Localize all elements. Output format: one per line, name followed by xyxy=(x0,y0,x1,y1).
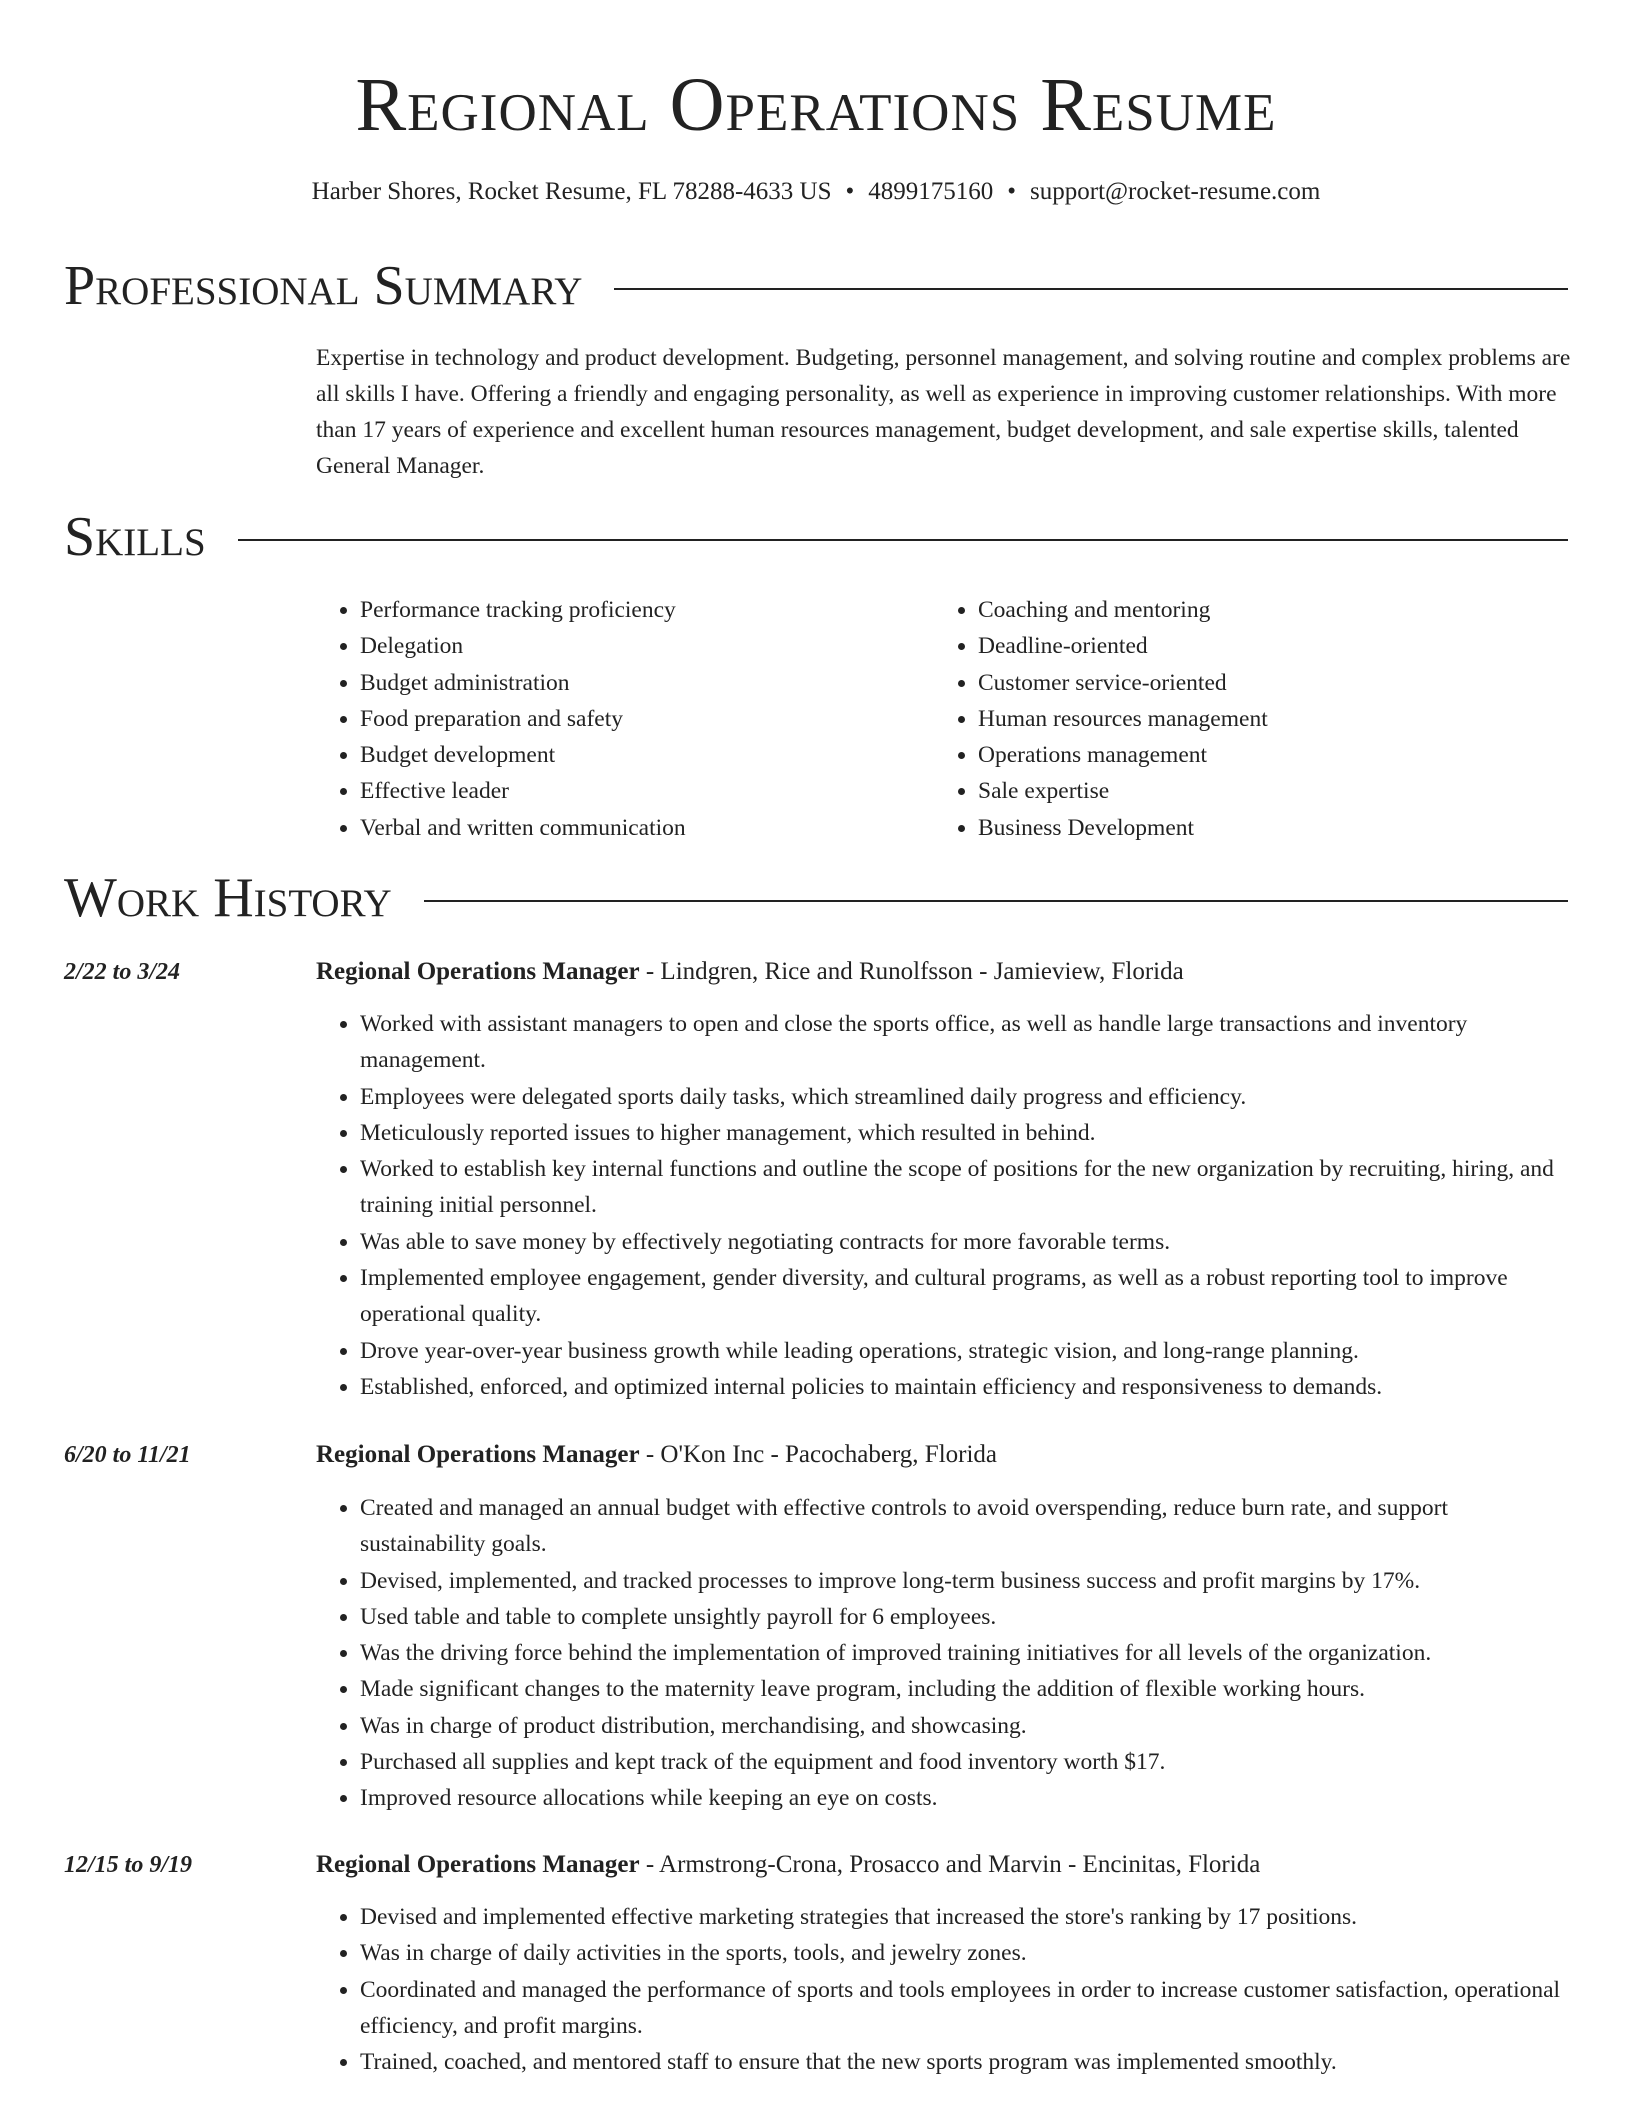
job-bullet: • Trained, coached, and mentored staff to ensure that the new sports program was implemented smoothly. xyxy=(360,2044,1572,2080)
contact-separator: • xyxy=(1007,178,1017,205)
job-bullet: • Was in charge of daily activities in the sports, tools, and jewelry zones. xyxy=(360,1935,1572,1971)
job-bullet: • Improved resource allocations while keeping an eye on costs. xyxy=(360,1780,1572,1816)
skill-item: • Verbal and written communication xyxy=(360,810,934,846)
job-employer: - O'Kon Inc - Pacochaberg, Florida xyxy=(639,1441,998,1468)
resume-title: Regional Operations Resume xyxy=(355,63,1277,147)
skills-column-right xyxy=(934,592,1552,846)
job-bullet: • Employees were delegated sports daily tasks, which streamlined daily progress and efficiency. xyxy=(360,1079,1572,1115)
section-title-work-history: Work History xyxy=(64,867,392,929)
job-bullet: • Made significant changes to the maternity leave program, including the addition of flexible working hours. xyxy=(360,1671,1572,1707)
job-bullet: • Meticulously reported issues to higher management, which resulted in behind. xyxy=(360,1115,1572,1151)
section-title-summary: Professional Summary xyxy=(64,255,583,317)
job-employer: - Lindgren, Rice and Runolfsson - Jamieview, Florida xyxy=(639,958,1184,985)
contact-separator: • xyxy=(845,178,855,205)
section-divider xyxy=(424,900,1568,902)
job-bullet: • Used table and table to complete unsightly payroll for 6 employees. xyxy=(360,1599,1572,1635)
skill-item: • Effective leader xyxy=(360,773,934,809)
skill-item: • Coaching and mentoring xyxy=(978,592,1552,628)
section-title-skills: Skills xyxy=(64,506,206,568)
contact-line xyxy=(0,176,1632,208)
summary-text: Expertise in technology and product development. Budgeting, personnel management, and solving routine and complex problems are all skills I have. Offering a friendly and engaging personality, as well as experience in improving customer relationships. With more than 17 years of experience and excellent human resources management, budget development, and sale expertise skills, talented General Manager. xyxy=(316,345,1571,479)
section-divider xyxy=(614,288,1568,290)
job-bullets xyxy=(316,1006,1572,1405)
section-header-skills xyxy=(64,507,1568,567)
contact-address: Harber Shores, Rocket Resume, FL 78288-4633 US xyxy=(311,178,832,205)
job-heading xyxy=(316,1437,997,1473)
job-dates: 2/22 to 3/24 xyxy=(64,959,181,985)
job-bullet: • Was able to save money by effectively negotiating contracts for more favorable terms. xyxy=(360,1224,1572,1260)
job-bullet: • Was the driving force behind the implementation of improved training initiatives for all levels of the organization. xyxy=(360,1635,1572,1671)
contact-email: support@rocket-resume.com xyxy=(1030,178,1321,205)
skill-item: • Budget development xyxy=(360,737,934,773)
skills-column-left xyxy=(316,592,934,846)
skills-list xyxy=(316,592,1572,846)
job-bullet: • Purchased all supplies and kept track of the equipment and food inventory worth $17. xyxy=(360,1744,1572,1780)
section-header-summary xyxy=(64,256,1568,316)
job-title: Regional Operations Manager xyxy=(316,1441,640,1468)
job-bullet: • Coordinated and managed the performance of sports and tools employees in order to increase customer satisfaction, operational efficiency, and profit margins. xyxy=(360,1972,1572,2045)
skill-item: • Human resources management xyxy=(978,701,1552,737)
job-dates: 6/20 to 11/21 xyxy=(64,1442,191,1468)
job-heading xyxy=(316,1847,1260,1883)
job-bullet: • Drove year-over-year business growth while leading operations, strategic vision, and long-range planning. xyxy=(360,1333,1572,1369)
job-heading xyxy=(316,954,1184,990)
skill-item: • Business Development xyxy=(978,810,1552,846)
job-bullet: • Devised and implemented effective marketing strategies that increased the store's ranking by 17 positions. xyxy=(360,1899,1572,1935)
skill-item: • Deadline-oriented xyxy=(978,628,1552,664)
job-bullet: • Worked to establish key internal functions and outline the scope of positions for the new organization by recruiting, hiring, and training initial personnel. xyxy=(360,1151,1572,1224)
skill-item: • Performance tracking proficiency xyxy=(360,592,934,628)
job-bullets xyxy=(316,1899,1572,2080)
job-bullet: • Established, enforced, and optimized internal policies to maintain efficiency and responsiveness to demands. xyxy=(360,1369,1572,1405)
job-bullet: • Created and managed an annual budget with effective controls to avoid overspending, reduce burn rate, and support sustainability goals. xyxy=(360,1490,1572,1563)
job-employer: - Armstrong-Crona, Prosacco and Marvin - Encinitas, Florida xyxy=(639,1851,1261,1878)
job-dates: 12/15 to 9/19 xyxy=(64,1852,193,1878)
skill-item: • Food preparation and safety xyxy=(360,701,934,737)
skill-item: • Budget administration xyxy=(360,665,934,701)
job-bullet: • Implemented employee engagement, gender diversity, and cultural programs, as well as a robust reporting tool to improve operational quality. xyxy=(360,1260,1572,1333)
skill-item: • Sale expertise xyxy=(978,773,1552,809)
section-header-work-history xyxy=(64,868,1568,928)
job-title: Regional Operations Manager xyxy=(316,1851,640,1878)
job-title: Regional Operations Manager xyxy=(316,958,640,985)
skill-item: • Delegation xyxy=(360,628,934,664)
skill-item: • Customer service-oriented xyxy=(978,665,1552,701)
contact-phone: 4899175160 xyxy=(868,178,994,205)
job-bullet: • Worked with assistant managers to open and close the sports office, as well as handle large transactions and inventory management. xyxy=(360,1006,1572,1079)
job-bullets xyxy=(316,1490,1572,1817)
skill-item: • Operations management xyxy=(978,737,1552,773)
job-bullet: • Was in charge of product distribution, merchandising, and showcasing. xyxy=(360,1708,1572,1744)
section-divider xyxy=(238,539,1568,541)
job-bullet: • Devised, implemented, and tracked processes to improve long-term business success and profit margins by 17%. xyxy=(360,1563,1572,1599)
